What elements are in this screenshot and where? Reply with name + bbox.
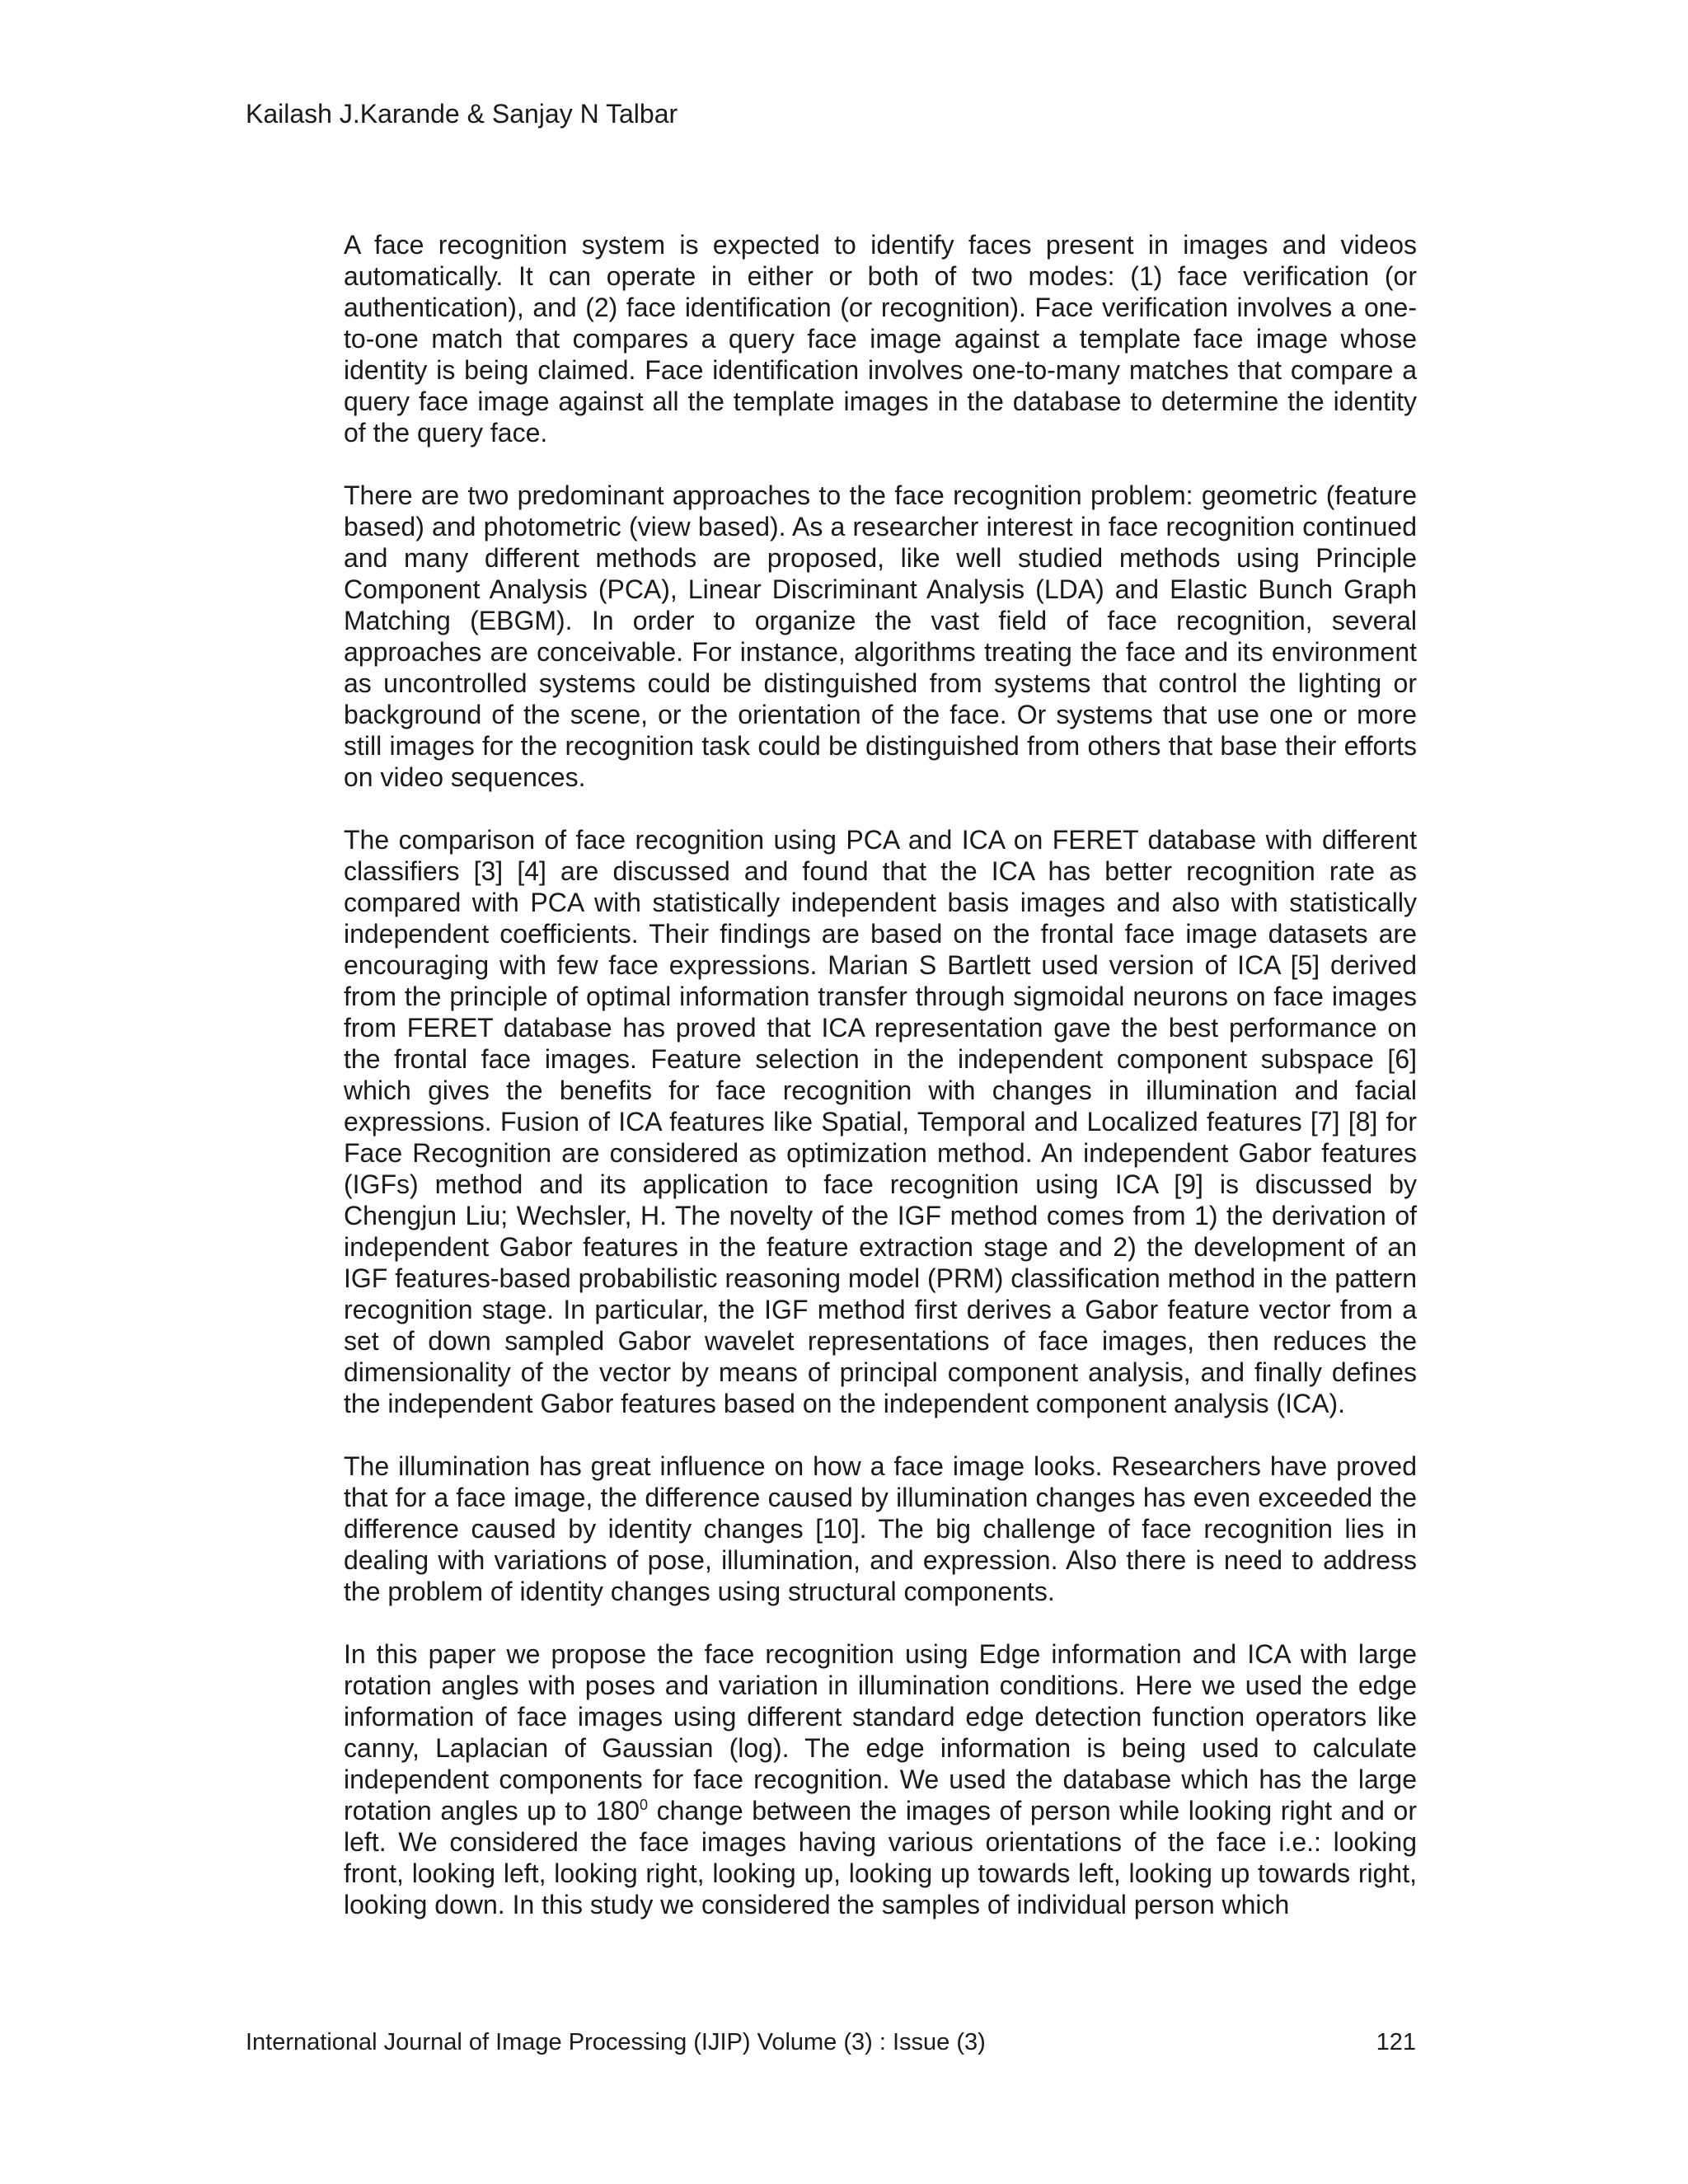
paragraph-intro: A face recognition system is expected to identify faces present in images and videos automatically. It can operate in either or both of two modes: (1) face verification (or authentication), and (2) face identification (or recognition). Face verification involves a one-to-one match that compares a query face image against a template face image whose identity is being claimed. Face identification involves one-to-many matches that compare a query face image against all the template images in the database to determine the identity of the query face. <box>344 230 1417 448</box>
degree-superscript: 0 <box>640 1797 649 1813</box>
paragraph-related-work: The comparison of face recognition using PCA and ICA on FERET database with different classifiers [3] [4] are discussed and found that the ICA has better recognition rate as compared with PCA with statistically independent basis images and also with statistically independent coefficients. Their findings are based on the frontal face image datasets are encouraging with few face expressions. Marian S Bartlett used version of ICA [5] derived from the principle of optimal information transfer through sigmoidal neurons on face images from FERET database has proved that ICA representation gave the best performance on the frontal face images. Feature selection in the independent component subspace [6] which gives the benefits for face recognition with changes in illumination and facial expressions. Fusion of ICA features like Spatial, Temporal and Localized features [7] [8] for Face Recognition are considered as optimization method. An independent Gabor features (IGFs) method and its application to face recognition using ICA [9] is discussed by Chengjun Liu; Wechsler, H. The novelty of the IGF method comes from 1) the derivation of independent Gabor features in the feature extraction stage and 2) the development of an IGF features-based probabilistic reasoning model (PRM) classification method in the pattern recognition stage. In particular, the IGF method first derives a Gabor feature vector from a set of down sampled Gabor wavelet representations of face images, then reduces the dimensionality of the vector by means of principal component analysis, and finally defines the independent Gabor features based on the independent component analysis (ICA). <box>344 825 1417 1418</box>
paragraph-proposal <box>344 1638 1417 1920</box>
journal-citation: International Journal of Image Processing (IJIP) Volume (3) : Issue (3) <box>246 2029 986 2055</box>
proposal-text-part2: change between the images of person while looking right and or left. We considered the face images having various orientations of the face i.e.: looking front, looking left, looking right, looking up, looking up towards left, looking up towards right, looking down. In this study we considered the samples of individual person which <box>344 1796 1418 1919</box>
proposal-text-part1: In this paper we propose the face recognition using Edge information and ICA with large rotation angles with poses and variation in illumination conditions. Here we used the edge information of face images using different standard edge detection function operators like canny, Laplacian of Gaussian (log). The edge information is being used to calculate independent components for face recognition. We used the database which has the large rotation angles up to 180 <box>344 1639 1417 1825</box>
page-number: 121 <box>1376 2029 1416 2055</box>
author-names: Kailash J.Karande & Sanjay N Talbar <box>246 99 678 129</box>
paragraph-approaches: There are two predominant approaches to the face recognition problem: geometric (feature based) and photometric (view based). As a researcher interest in face recognition continued and many different methods are proposed, like well studied methods using Principle Component Analysis (PCA), Linear Discriminant Analysis (LDA) and Elastic Bunch Graph Matching (EBGM). In order to organize the vast field of face recognition, several approaches are conceivable. For instance, algorithms treating the face and its environment as uncontrolled systems could be distinguished from systems that control the lighting or background of the scene, or the orientation of the face. Or systems that use one or more still images for the recognition task could be distinguished from others that base their efforts on video sequences. <box>344 480 1417 792</box>
running-header <box>246 97 678 130</box>
paragraph-illumination: The illumination has great influence on how a face image looks. Researchers have proved that for a face image, the difference caused by illumination changes has even exceeded the difference caused by identity changes [10]. The big challenge of face recognition lies in dealing with variations of pose, illumination, and expression. Also there is need to address the problem of identity changes using structural components. <box>344 1451 1417 1606</box>
article-body <box>344 229 1417 1920</box>
